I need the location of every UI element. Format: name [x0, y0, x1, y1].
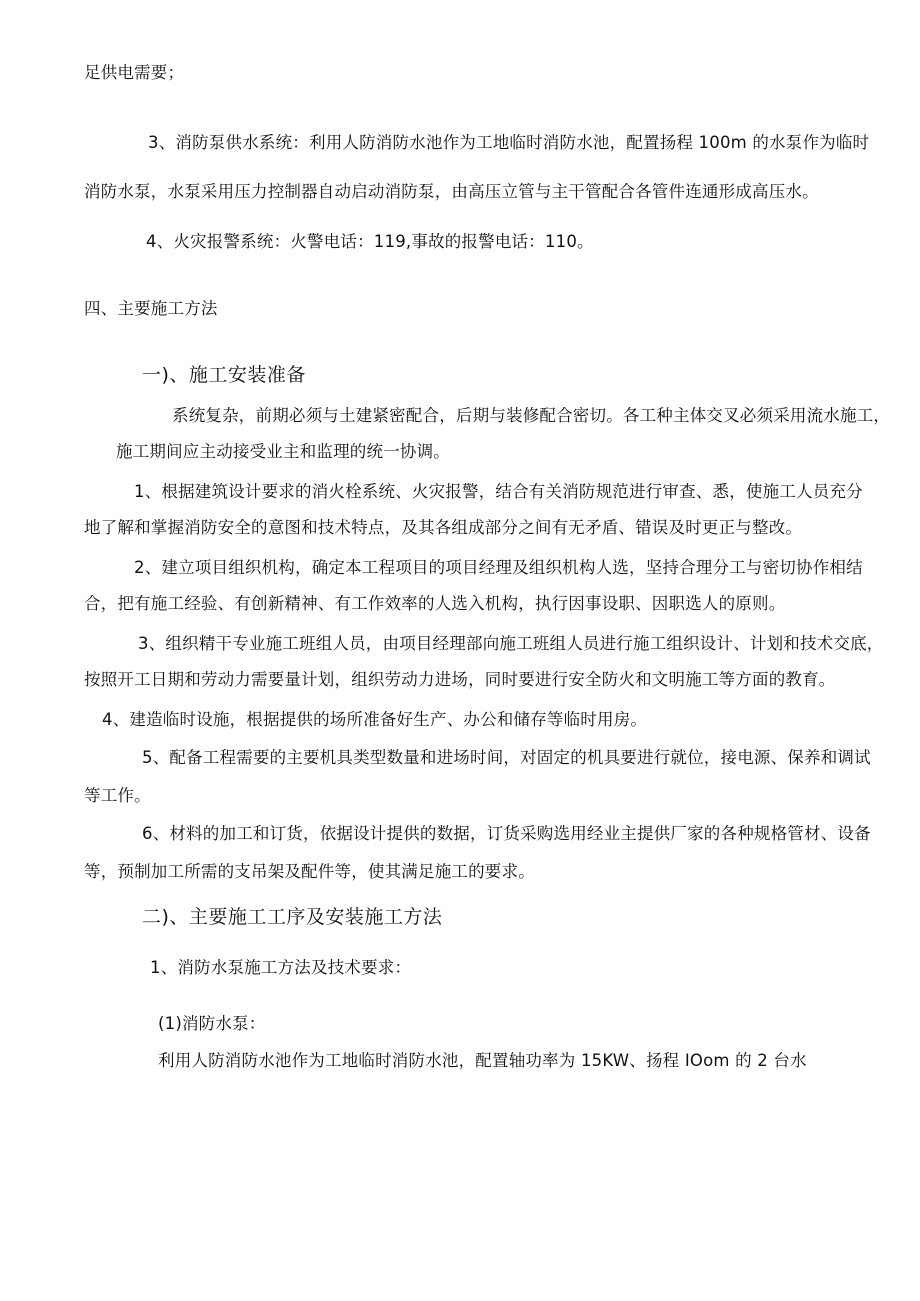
paragraph-line: (1)消防水泵：: [158, 1014, 266, 1033]
paragraph-line: 地了解和掌握消防安全的意图和技术特点，及其各组成部分之间有无矛盾、错误及时更正与整改。: [84, 518, 803, 537]
paragraph-line: 按照开工日期和劳动力需要量计划，组织劳动力进场，同时要进行安全防火和文明施工等方面的教育。: [84, 670, 836, 689]
paragraph-line: 1、消防水泵施工方法及技术要求：: [150, 958, 412, 977]
paragraph-line: 6、材料的加工和订货，依据设计提供的数据，订货采购选用经业主提供厂家的各种规格管材、设备: [142, 824, 871, 843]
subsection-heading: 一)、施工安装准备: [142, 364, 306, 386]
paragraph-line: 3、消防泵供水系统：利用人防消防水池作为工地临时消防水池，配置扬程 100m 的水泵作为临时: [148, 133, 870, 152]
paragraph-line: 2、建立项目组织机构，确定本工程项目的项目经理及组织机构人选，坚持合理分工与密切协作相结: [134, 558, 863, 577]
paragraph-line: 利用人防消防水池作为工地临时消防水池，配置轴功率为 15KW、扬程 IOom 的 2 台水: [158, 1051, 807, 1070]
paragraph-line: 1、根据建筑设计要求的消火栓系统、火灾报警，结合有关消防规范进行审查、悉，使施工人员充分: [134, 482, 863, 501]
paragraph-line: 等工作。: [84, 786, 151, 805]
paragraph-line: 合，把有施工经验、有创新精神、有工作效率的人选入机构，执行因事设职、因职选人的原则。: [84, 594, 786, 613]
paragraph-line: 足供电需要；: [84, 63, 185, 82]
paragraph-line: 3、组织精干专业施工班组人员，由项目经理部向施工班组人员进行施工组织设计、计划和技术交底，: [138, 634, 884, 653]
section-heading: 四、主要施工方法: [84, 299, 218, 318]
paragraph-line: 等，预制加工所需的支吊架及配件等，使其满足施工的要求。: [84, 862, 535, 881]
paragraph-line: 系统复杂，前期必须与土建紧密配合，后期与装修配合密切。各工种主体交叉必须采用流水施工，: [172, 406, 891, 425]
paragraph-line: 4、火灾报警系统：火警电话：119,事故的报警电话：110。: [146, 232, 594, 251]
paragraph-line: 施工期间应主动接受业主和监理的统一协调。: [116, 442, 450, 461]
paragraph-line: 消防水泵，水泵采用压力控制器自动启动消防泵，由高压立管与主干管配合各管件连通形成高压水。: [84, 182, 819, 201]
paragraph-line: 4、建造临时设施，根据提供的场所准备好生产、办公和储存等临时用房。: [102, 710, 648, 729]
subsection-heading: 二)、主要施工工序及安装施工方法: [142, 906, 443, 928]
paragraph-line: 5、配备工程需要的主要机具类型数量和进场时间，对固定的机具要进行就位，接电源、保养和调试: [142, 748, 871, 767]
